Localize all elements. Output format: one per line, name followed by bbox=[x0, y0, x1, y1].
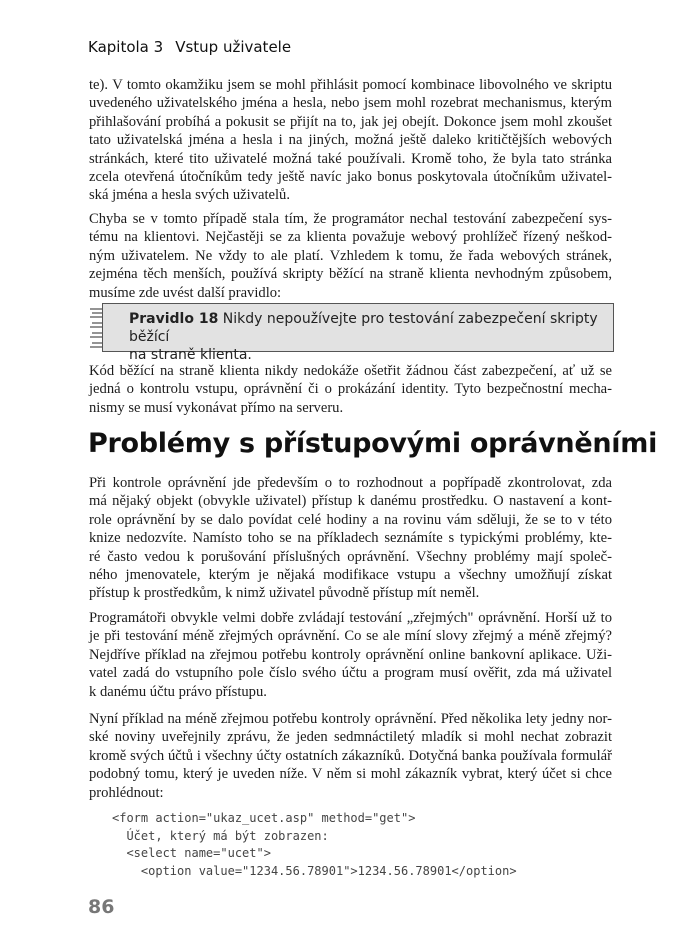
section-heading: Problémy s přístupovými oprávněními bbox=[88, 428, 658, 459]
text-line: jedná o kontrolu vstupu, oprávnění či o prokázání identity. Tyto bezpečnostní mecha- bbox=[89, 381, 612, 398]
text-line: ným uživatelem. Ne vždy to ale platí. Vzhledem k tomu, že řada webových stránek, bbox=[89, 247, 612, 264]
text-line: Nyní příklad na méně zřejmou potřebu kontroly oprávnění. Před několika lety jedny nor- bbox=[89, 711, 612, 727]
text-line: přihlašování probíhá a pokusit se přijít na to, jak jej obejít. Dokonce jsem mohl zkoušet bbox=[89, 113, 612, 130]
text-line: musíme zde uvést další pravidlo: bbox=[89, 284, 282, 301]
text-line: ské noviny uveřejnily zprávu, že jeden sedmnáctiletý mladík si mohl nechat zobrazit bbox=[89, 729, 612, 746]
code-line: <select name="ucet"> bbox=[112, 846, 271, 861]
rule-label: Pravidlo 18 bbox=[129, 311, 219, 327]
text-line: Programátoři obvykle velmi dobře zvládají testování „zřejmých" oprávnění. Horší už to bbox=[89, 610, 612, 626]
paragraph bbox=[89, 362, 612, 417]
paragraph bbox=[89, 609, 612, 701]
text-line: role oprávnění by se dalo povídat celé hodiny a na rovinu vám sděluji, že se to v této bbox=[89, 511, 612, 528]
paragraph bbox=[89, 76, 612, 205]
rule-text: Nikdy nepoužívejte pro testování zabezpečení skripty běžící bbox=[129, 311, 598, 345]
text-line: podobný tomu, který je uveden níže. V něm si mohl zákazník vybrat, který účet si chce bbox=[89, 766, 612, 783]
text-line: má nějaký objekt (obvykle uživatel) přístup k danému prostředku. O nastavení a kont- bbox=[89, 493, 612, 510]
text-line: k danému účtu právo přístupu. bbox=[89, 683, 267, 700]
text-line: kromě svých účtů i všechny účty ostatních zákazníků. Dotyčná banka používala formulář bbox=[89, 747, 612, 764]
text-line: ré často vedou k porušování příslušných oprávnění. Všechny problémy mají společ- bbox=[89, 548, 612, 565]
text-line: zejména těch menších, používá skripty běžící na straně klienta nevhodným způsobem, bbox=[89, 266, 612, 283]
text-line: te). V tomto okamžiku jsem se mohl přihlásit pomocí kombinace libovolného ve skriptu bbox=[89, 77, 612, 93]
paragraph bbox=[89, 474, 612, 603]
paragraph bbox=[89, 210, 612, 302]
text-line: je při testování méně zřejmých oprávnění. Co se ale míní slovy zřejmý a méně zřejmý? bbox=[89, 628, 612, 645]
code-line: <form action="ukaz_ucet.asp" method="get"> bbox=[112, 811, 416, 825]
code-listing bbox=[112, 810, 517, 880]
text-line: vatel zadá do vstupního pole číslo svého účtu a program musí ověřit, zda má uživatel bbox=[89, 665, 612, 682]
text-line: tému na klientovi. Nejčastěji se za klienta považuje webový prohlížeč řízený neškod- bbox=[89, 229, 612, 246]
code-line: Účet, který má být zobrazen: bbox=[112, 828, 329, 843]
text-line: ská jména a hesla svých uživatelů. bbox=[89, 187, 290, 204]
text-line: ného jmenovatele, kterým je nějaká modifikace vstupu a všechny umožňují získat bbox=[89, 567, 612, 584]
text-line: uvedeného uživatelského jména a hesla, nebo jsem mohl rozebrat mechanismus, kterým bbox=[89, 95, 612, 112]
page-number: 86 bbox=[88, 896, 115, 918]
text-line: nismy se musí vykonávat přímo na serveru. bbox=[89, 399, 344, 416]
text-line: přístup k prostředkům, k nimž uživatel původně přístup mít neměl. bbox=[89, 585, 480, 602]
chapter-title: Vstup uživatele bbox=[175, 38, 292, 56]
code-line: <option value="1234.56.78901">1234.56.78901</option> bbox=[112, 863, 517, 878]
text-line: Při kontrole oprávnění jde především o to rozhodnout a popřípadě zkontrolovat, zda bbox=[89, 475, 612, 491]
rule-box bbox=[102, 303, 614, 363]
text-line: zcela otevřená útočníkům tedy ještě navíc jako bonus poskytovala útočníkům uživatel- bbox=[89, 169, 612, 186]
chapter-number: Kapitola 3 bbox=[88, 38, 164, 56]
running-header bbox=[88, 38, 291, 56]
paragraph bbox=[89, 710, 612, 802]
text-line: stránkách, které tito uživatelé možná také používali. Kromě toho, že byla tato stránka bbox=[89, 150, 612, 167]
rule-text-2: na straně klienta. bbox=[129, 347, 252, 363]
text-line: Nejdříve příklad na zřejmou potřebu kontroly oprávnění online bankovní aplikace. Uži- bbox=[89, 646, 612, 663]
text-line: tato uživatelská jména a hesla i na jiných, možná ještě daleko kritičtějších webových bbox=[89, 132, 612, 149]
text-line: Chyba se v tomto případě stala tím, že programátor nechal testování zabezpečení sys- bbox=[89, 211, 612, 227]
text-line: knize nedozvíte. Namísto toho se na příkladech seznámíte s typickými problémy, kte- bbox=[89, 530, 612, 547]
text-line: prohlédnout: bbox=[89, 784, 164, 801]
text-line: Kód běžící na straně klienta nikdy nedokáže ošetřit žádnou část zabezpečení, ať už se bbox=[89, 363, 612, 379]
